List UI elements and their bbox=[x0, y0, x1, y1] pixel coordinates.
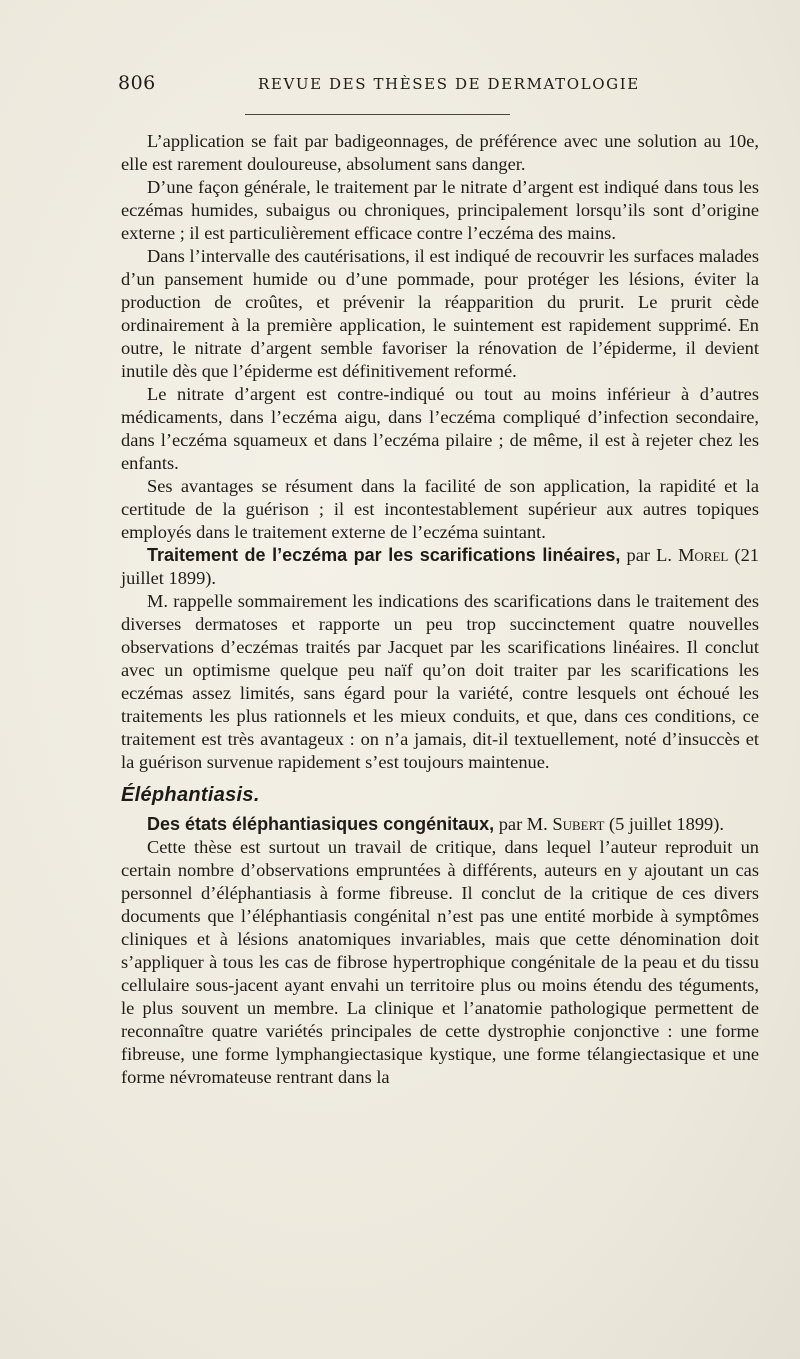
thesis-title: Traitement de l’eczéma par les scarifications linéaires, bbox=[147, 545, 621, 565]
thesis-date: (21 juillet 1899). bbox=[121, 545, 759, 588]
thesis-entry bbox=[121, 813, 759, 836]
thesis-date: (5 juillet 1899). bbox=[604, 814, 724, 834]
running-head bbox=[118, 72, 758, 98]
running-title: REVUE DES THÈSES DE DERMATOLOGIE bbox=[258, 75, 640, 93]
section-title: Éléphantiasis. bbox=[121, 784, 260, 806]
thesis-entry bbox=[121, 544, 759, 590]
paragraph: M. rappelle sommairement les indications des scarifications dans le traitement des diverses dermatoses et rapporte un peu trop succinctement quatre nouvelles observations d’eczémas traités par Jacquet par les scarifications linéaires. Il conclut avec un optimisme quelque peu naïf qu’on doit traiter par les scarifications les eczémas assez limités, sans égard pour la variété, contre lesquels ont échoué les traitements les plus rationnels et les mieux conduits, et que, dans ces conditions, ce traitement est très avantageux : on n’a jamais, dit-il textuellement, noté d’insuccès et la guérison survenue rapidement s’est toujours maintenue. bbox=[121, 591, 759, 772]
body-text bbox=[121, 130, 759, 1089]
page-number: 806 bbox=[118, 72, 156, 94]
thesis-author: Subert bbox=[552, 814, 605, 834]
paragraph: L’application se fait par badigeonnages, de préférence avec une solution au 10e, elle est rarement douloureuse, absolument sans danger. bbox=[121, 131, 759, 174]
thesis-title: Des états éléphantiasiques congénitaux, bbox=[147, 814, 495, 834]
thesis-author: Morel bbox=[678, 545, 729, 565]
thesis-by: par L. bbox=[620, 545, 679, 565]
header-rule bbox=[245, 114, 510, 115]
thesis-by: par M. bbox=[494, 814, 553, 834]
paragraph: Dans l’intervalle des cautérisations, il est indiqué de recouvrir les surfaces malades d’un pansement humide ou d’une pommade, pour protéger les lésions, éviter la production de croûtes, et prévenir la réapparition du prurit. Le prurit cède ordinairement à la première application, le suintement est rapidement supprimé. En outre, le nitrate d’argent semble favoriser la rénovation de l’épiderme, il devient inutile dès que l’épiderme est définitivement reformé. bbox=[121, 246, 759, 381]
paragraph: Cette thèse est surtout un travail de critique, dans lequel l’auteur reproduit un certain nombre d’observations empruntées à différents, auteurs en y ajoutant un cas personnel d’éléphantiasis à forme fibreuse. Il conclut de la critique de ces divers documents que l’éléphantiasis congénital n’est pas une entité morbide à symptômes cliniques et à lésions anatomiques invariables, mais que cette dénomination doit s’appliquer à tous les cas de fibrose hypertrophique congénitale de la peau et du tissu cellulaire sous-jacent ayant envahi un territoire plus ou moins étendu des téguments, le plus souvent un membre. La clinique et l’anatomie pathologique permettent de reconnaître quatre variétés principales de cette dystrophie conjonctive : une forme fibreuse, une forme lymphangiectasique kystique, une forme télangiectasique et une forme névromateuse rentrant dans la bbox=[121, 837, 759, 1087]
paragraph: Le nitrate d’argent est contre-indiqué ou tout au moins inférieur à d’autres médicaments, dans l’eczéma aigu, dans l’eczéma compliqué d’infection secondaire, dans l’eczéma squameux et dans l’eczéma pilaire ; de même, il est à rejeter chez les enfants. bbox=[121, 384, 759, 473]
paragraph: D’une façon générale, le traitement par le nitrate d’argent est indiqué dans tous les eczémas humides, subaigus ou chroniques, principalement lorsqu’ils sont d’origine externe ; il est particulièrement efficace contre l’eczéma des mains. bbox=[121, 177, 759, 243]
paragraph: Ses avantages se résument dans la facilité de son application, la rapidité et la certitude de la guérison ; il est incontestablement supérieur aux autres topiques employés dans le traitement externe de l’eczéma suintant. bbox=[121, 476, 759, 542]
